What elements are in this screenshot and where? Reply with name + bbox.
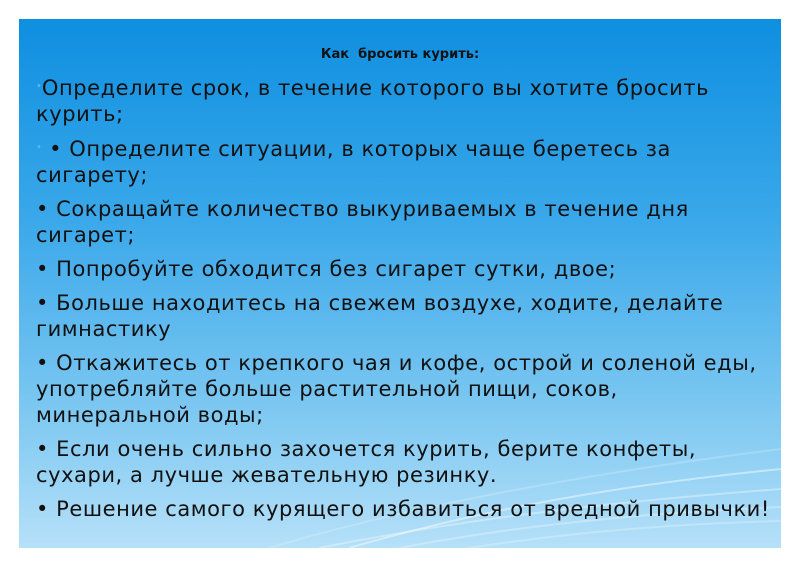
list-item bbox=[36, 74, 776, 127]
slide bbox=[19, 19, 781, 548]
list-item bbox=[36, 436, 776, 488]
list-item-text: • Больше находитесь на свежем воздухе, ходите, делайте гимнастику bbox=[36, 291, 724, 341]
list-item-text: • Решение самого курящего избавиться от вредной привычки! bbox=[36, 497, 770, 521]
list-item bbox=[36, 350, 776, 428]
list-item bbox=[36, 196, 776, 248]
list-item-text: • Сокращайте количество выкуриваемых в течение дня сигарет; bbox=[36, 197, 689, 247]
list-item-text: • Откажитесь от крепкого чая и кофе, острой и соленой еды, употребляйте больше растительной пищи, соков, минеральной воды; bbox=[36, 351, 757, 427]
bullet-icon: • bbox=[36, 81, 42, 92]
list-item bbox=[36, 496, 776, 522]
list-item bbox=[36, 256, 776, 282]
list-item bbox=[36, 135, 776, 188]
list-item bbox=[36, 290, 776, 342]
bullet-list bbox=[36, 74, 776, 530]
list-item-text: • Попробуйте обходится без сигарет сутки, двое; bbox=[36, 257, 617, 281]
list-item-text: • Если очень сильно захочется курить, берите конфеты, сухари, а лучше жевательную резинку. bbox=[36, 437, 697, 487]
list-item-text: • Определите ситуации, в которых чаще беретесь за сигарету; bbox=[36, 137, 671, 187]
list-item-text: Определите срок, в течение которого вы хотите бросить курить; bbox=[36, 76, 710, 126]
bullet-icon: • bbox=[36, 142, 42, 153]
slide-title: Как бросить курить: bbox=[320, 47, 480, 62]
